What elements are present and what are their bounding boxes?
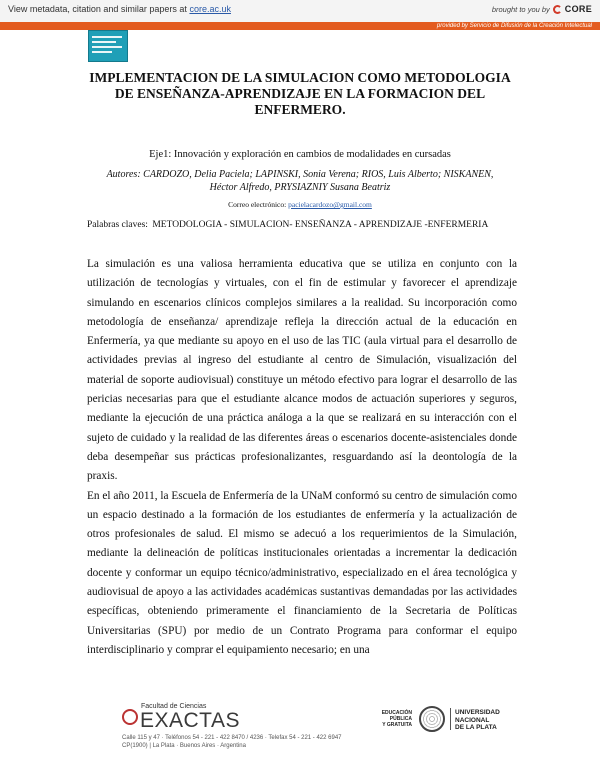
title-line: IMPLEMENTACION DE LA SIMULACION COMO METODOLOGIA bbox=[89, 70, 511, 85]
footer-divider bbox=[450, 708, 451, 730]
address-line: Calle 115 y 47 · Teléfonos 54 - 221 - 422 8470 / 4236 · Telefax 54 - 221 - 422 6947 bbox=[122, 735, 342, 741]
university-name bbox=[455, 709, 500, 732]
contact-email bbox=[60, 200, 540, 209]
edu-line: PÚBLICA bbox=[389, 716, 412, 722]
edu-line: Y GRATUITA bbox=[382, 722, 412, 728]
body-paragraph: La simulación es una valiosa herramienta educativa que se utiliza en conjunto con la utilización de tecnologías y virtuales, con el fin de estimular y favorecer el aprendizaje simulando en escenarios clínicos complejos similares a la realidad. Su incorporación como metodología de enseñanza/ aprendizaje refleja la dirección actual de la educación en Enfermería, ya que mediante su apoyo en el uso de las TIC (aula virtual para el desarrollo de actividades previas al ingreso del estudiante al centro de Simulación, visualización del material de soporte audiovisual) constituye un método efectivo para lograr el desarrollo de las pericias necesarias para que el estudiante alcance modos de actuación superiores y seguros, mediante la ejecución de una práctica análoga a la que se realizará en su interacción con el sujeto de cuidado y la realidad de las diferentes áreas o escenarios docente-asistenciales donde deba desempeñar sus prácticas profesionalizantes, resguardando así la deontología de la praxis. bbox=[87, 258, 517, 483]
core-brand-label[interactable]: CORE bbox=[564, 4, 592, 14]
core-branding bbox=[492, 4, 592, 14]
footer-address bbox=[122, 734, 362, 750]
keywords-label: Palabras claves: bbox=[87, 220, 148, 230]
public-education-label bbox=[370, 710, 412, 728]
university-line: NACIONAL bbox=[455, 716, 490, 724]
edu-line: EDUCACIÓN bbox=[381, 710, 412, 716]
axis-label: Eje1: Innovación y exploración en cambios de modalidades en cursadas bbox=[149, 149, 451, 160]
author-line: Autores: CARDOZO, Delia Paciela; LAPINSKI, Sonia Verena; RIOS, Luis Alberto; NISKANEN, bbox=[106, 169, 494, 180]
authors bbox=[80, 168, 520, 194]
core-logo-icon bbox=[553, 5, 562, 14]
keywords-list: METODOLOGIA - SIMULACION- ENSEÑANZA - APRENDIZAJE -ENFERMERIA bbox=[152, 220, 489, 230]
author-line: Héctor Alfredo, PRYSIAZNIY Susana Beatriz bbox=[209, 182, 391, 193]
faculty-small-label: Facultad de Ciencias bbox=[141, 703, 207, 710]
university-line: UNIVERSIDAD bbox=[455, 709, 500, 716]
title-line: ENFERMERO. bbox=[254, 102, 346, 117]
core-metadata-link[interactable] bbox=[8, 4, 231, 14]
core-link-prefix: View metadata, citation and similar papers at bbox=[8, 4, 190, 14]
paper-body bbox=[87, 255, 517, 660]
unlp-seal-icon bbox=[419, 706, 445, 732]
institution-logo-icon bbox=[88, 30, 128, 62]
keywords bbox=[87, 220, 488, 230]
email-link[interactable]: pacielacardozo@gmail.com bbox=[288, 200, 372, 209]
university-line: DE LA PLATA bbox=[455, 724, 497, 731]
body-paragraph: En el año 2011, la Escuela de Enfermería de la UNaM conformó su centro de simulación como un espacio destinado a la formación de los estudiantes de enfermería y la actualización de otros profesionales de salud. El mismo se adecuó a los requerimientos de la Simulación, mediante la delineación de políticas institucionales orientadas a incrementar la dedicación docente y conformar un equipo técnico/administrativo, especializado en el área tecnológica y audiovisual de apoyo a las actividades académicas sustantivas demandadas por las actividades específicas, obteniendo primeramente el financiamiento de la Secretaria de Políticas Universitarias (SPU) por medio de un Contrato Programa para conformar el equipo interdisciplinario y comprar el equipamiento necesario; en una bbox=[87, 489, 517, 656]
address-line: CP(1900) | La Plata · Buenos Aires · Argentina bbox=[122, 743, 246, 749]
paper-title bbox=[60, 70, 540, 118]
core-metadata-bar bbox=[0, 0, 600, 23]
exactas-seal-icon bbox=[122, 709, 138, 725]
title-line: DE ENSEÑANZA-APRENDIZAJE EN LA FORMACION DEL bbox=[114, 86, 486, 101]
page-footer bbox=[0, 700, 600, 776]
provided-by-label: provided by Servicio de Difusión de la Creación Intelectual bbox=[436, 23, 592, 29]
email-label: Correo electrónico: bbox=[228, 200, 289, 209]
faculty-name: EXACTAS bbox=[140, 709, 240, 732]
brought-to-you-label: brought to you by bbox=[491, 4, 550, 14]
core-link-url[interactable]: core.ac.uk bbox=[189, 4, 231, 14]
